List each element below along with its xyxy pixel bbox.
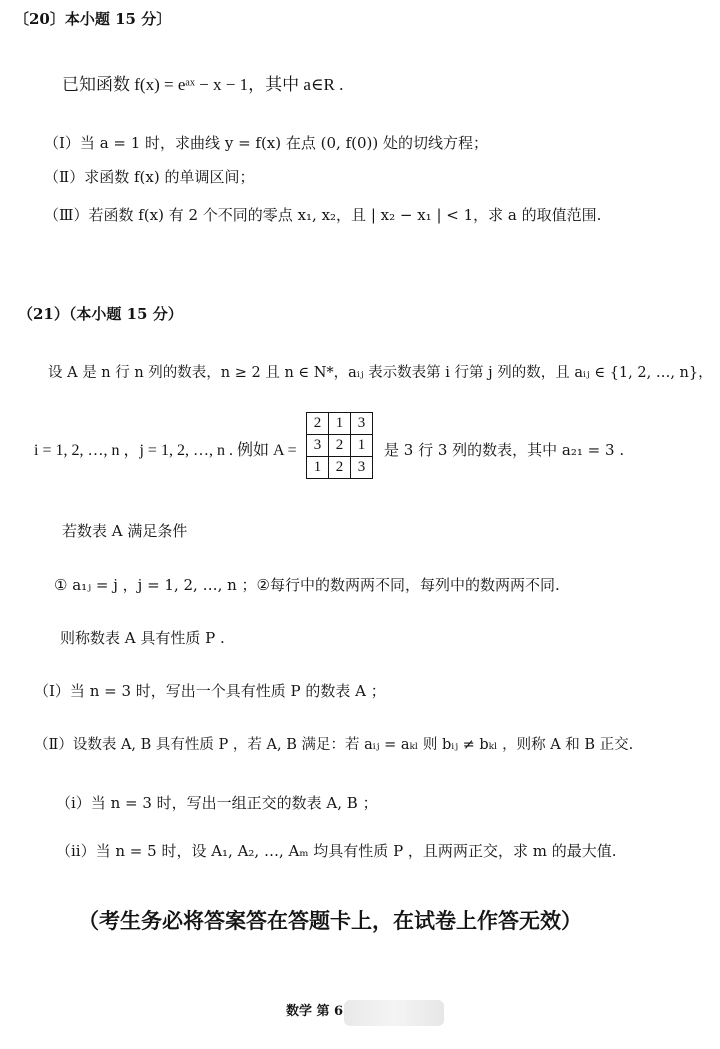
q21-part-1: （Ⅰ）当 n = 3 时，写出一个具有性质 P 的数表 A ； [34,682,386,700]
q20-part-2: （Ⅱ）求函数 f(x) 的单调区间； [44,168,255,186]
matrix-cell: 2 [307,413,329,435]
matrix-cell: 3 [351,457,373,479]
matrix-cell: 1 [329,413,351,435]
redaction-blur [344,1000,444,1026]
q21-condition-items: ① a₁ⱼ = j ，j = 1, 2, …, n ；②每行中的数两两不同，每列中的数两两不同. [54,576,560,594]
q21-part-2-ii: （ii）当 n = 5 时，设 A₁, A₂, …, Aₘ 均具有性质 P ，且两两正交，求 m 的最大值. [56,842,617,860]
q21-line-1: 设 A 是 n 行 n 列的数表，n ≥ 2 且 n ∈ N*，aᵢⱼ 表示数表第 i 行第 j 列的数，且 aᵢⱼ ∈ {1, 2, …, n}， [48,365,713,381]
matrix-cell: 1 [307,457,329,479]
q21-line-2-right: 是 3 行 3 列的数表，其中 a₂₁ = 3 . [384,441,625,459]
q21-heading: （21）（本小题 15 分） [18,305,183,323]
matrix-cell: 2 [329,457,351,479]
matrix-row [307,457,373,479]
q20-part-3: （Ⅲ）若函数 f(x) 有 2 个不同的零点 x₁, x₂，且 | x₂ − x₁ | < 1，求 a 的取值范围. [44,206,602,224]
matrix-row [307,413,373,435]
page-footer: 数学 第 6 [286,1004,344,1019]
matrix-cell: 2 [329,435,351,457]
matrix-row [307,435,373,457]
answer-notice: （考生务必将答案答在答题卡上，在试卷上作答无效） [78,908,582,933]
matrix-cell: 3 [351,413,373,435]
q21-part-2: （Ⅱ）设数表 A, B 具有性质 P ，若 A, B 满足：若 aᵢⱼ = aₖₗ 则 bᵢⱼ ≠ bₖₗ ，则称 A 和 B 正交. [34,737,634,753]
q21-property: 则称数表 A 具有性质 P . [60,629,225,647]
q21-line-2-left: i = 1, 2, …, n ，j = 1, 2, …, n . 例如 A = [34,442,297,459]
example-matrix [306,412,373,479]
q20-stem: 已知函数 f(x) = eᵃˣ − x − 1，其中 a∈R . [62,75,344,94]
q21-condition: 若数表 A 满足条件 [62,522,188,540]
matrix-cell: 1 [351,435,373,457]
matrix-cell: 3 [307,435,329,457]
q20-part-1: （Ⅰ）当 a = 1 时，求曲线 y = f(x) 在点 (0, f(0)) 处的切线方程； [44,134,489,152]
q20-heading: 〔20〕本小题 15 分〕 [14,10,172,28]
q21-part-2-i: （i）当 n = 3 时，写出一组正交的数表 A, B ； [56,794,378,812]
